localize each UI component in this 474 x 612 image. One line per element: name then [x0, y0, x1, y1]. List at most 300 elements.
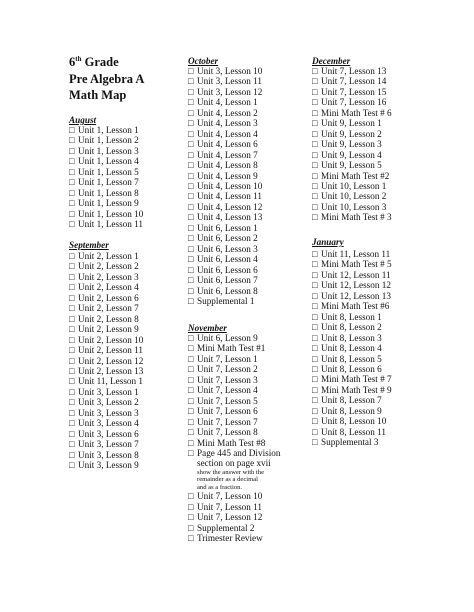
checkbox-icon[interactable]: □	[188, 180, 194, 191]
checkbox-icon[interactable]: □	[69, 428, 75, 439]
checklist-item	[188, 265, 262, 275]
checklist-item	[312, 406, 392, 416]
checklist-item	[188, 181, 262, 191]
checklist-item-label: Unit 4, Lesson 11	[197, 191, 262, 202]
checklist-item	[188, 396, 280, 406]
checkbox-icon[interactable]: □	[69, 345, 75, 356]
checklist-item	[312, 97, 392, 107]
checkbox-icon[interactable]: □	[69, 177, 75, 188]
checkbox-icon[interactable]: □	[69, 125, 75, 135]
checkbox-icon[interactable]: □	[312, 353, 318, 364]
checkbox-icon[interactable]: □	[312, 249, 318, 259]
checkbox-icon[interactable]: □	[188, 364, 194, 375]
checkbox-icon[interactable]: □	[312, 212, 318, 223]
checklist-item	[312, 87, 392, 97]
checklist-item	[188, 87, 262, 97]
month-heading-january: January	[312, 237, 344, 247]
checklist-item	[69, 167, 143, 177]
checklist-item	[312, 385, 392, 395]
checklist-item-label: Unit 7, Lesson 11	[197, 501, 262, 512]
checkbox-icon[interactable]: □	[188, 406, 194, 417]
checklist-item	[69, 366, 143, 376]
checkbox-icon[interactable]: □	[188, 264, 194, 275]
checklist-item-label: Unit 3, Lesson 9	[78, 460, 139, 471]
checklist-item-label: Unit 8, Lesson 10	[321, 416, 387, 427]
checklist-item-label: Unit 6, Lesson 9	[197, 333, 258, 343]
special-entry-text	[197, 448, 280, 491]
special-entry-note: remainder as a decimal	[197, 476, 258, 484]
checkbox-icon[interactable]: □	[312, 170, 318, 181]
checklist-item	[188, 533, 280, 543]
checkbox-icon[interactable]: □	[69, 208, 75, 219]
checklist-item	[312, 181, 392, 191]
checkbox-icon[interactable]: □	[69, 292, 75, 303]
checkbox-icon[interactable]: □	[69, 198, 75, 209]
checklist-item-label: Unit 7, Lesson 14	[321, 76, 387, 87]
checkbox-icon[interactable]: □	[188, 76, 194, 87]
checklist-item-label: Unit 4, Lesson 12	[197, 201, 263, 212]
checklist-item-label: Unit 3, Lesson 7	[78, 439, 139, 450]
special-entry-line: section on page xvii	[197, 458, 271, 469]
checkbox-icon[interactable]: □	[188, 254, 194, 265]
checklist-item	[69, 177, 143, 187]
checklist-item	[69, 156, 143, 166]
checklist-item	[188, 427, 280, 437]
checklist-item-label: Unit 8, Lesson 7	[321, 395, 382, 406]
checkbox-icon[interactable]: □	[188, 275, 194, 286]
checklist-item	[69, 209, 143, 219]
checkbox-icon[interactable]: □	[188, 501, 194, 512]
checkbox-icon[interactable]: □	[188, 222, 194, 233]
checklist-item-label: Unit 3, Lesson 6	[78, 428, 139, 439]
checklist-item	[312, 150, 392, 160]
checkbox-icon[interactable]: □	[312, 201, 318, 212]
checklist-item-label: Unit 7, Lesson 5	[197, 395, 258, 406]
checklist-item	[69, 251, 143, 261]
checklist-item	[312, 202, 392, 212]
checklist-item-label: Unit 2, Lesson 9	[78, 324, 139, 335]
checklist-item	[188, 406, 280, 416]
checklist-item	[69, 335, 143, 345]
checkbox-icon[interactable]: □	[188, 491, 194, 502]
checkbox-icon[interactable]: □	[312, 66, 318, 76]
checklist-item-label: Unit 8, Lesson 4	[321, 343, 382, 354]
special-entry-line: Page 445 and Division	[197, 447, 281, 458]
checklist-item	[188, 150, 262, 160]
checklist-item-label: Unit 9, Lesson 5	[321, 160, 382, 171]
checklist-item-label: Unit 7, Lesson 13	[321, 66, 387, 76]
checklist-item	[69, 282, 143, 292]
november-list	[188, 333, 280, 544]
checklist-item	[312, 118, 392, 128]
checklist-item-label: Mini Math Test # 7	[321, 374, 392, 385]
checkbox-icon[interactable]: □	[69, 166, 75, 177]
checklist-item-label: Unit 7, Lesson 6	[197, 406, 258, 417]
checklist-item-label: Unit 3, Lesson 10	[197, 66, 263, 76]
checklist-item	[188, 244, 262, 254]
checklist-item	[69, 429, 143, 439]
checkbox-icon[interactable]: □	[312, 384, 318, 395]
checklist-item-label: Unit 10, Lesson 1	[321, 180, 387, 191]
checklist-item-label: Mini Math Test # 9	[321, 384, 392, 395]
checklist-item-label: Mini Math Test # 5	[321, 259, 392, 270]
checkbox-icon[interactable]: □	[69, 271, 75, 282]
checkbox-icon[interactable]: □	[312, 149, 318, 160]
checkbox-icon[interactable]: □	[312, 405, 318, 416]
checklist-item-label: Unit 3, Lesson 1	[78, 386, 139, 397]
checklist-item	[69, 324, 143, 334]
checklist-item-label: Unit 8, Lesson 1	[321, 311, 382, 322]
checkbox-icon[interactable]: □	[312, 332, 318, 343]
checklist-item-label: Unit 7, Lesson 1	[197, 353, 258, 364]
checklist-item	[69, 293, 143, 303]
checklist-item-label: Unit 8, Lesson 9	[321, 405, 382, 416]
checklist-item	[312, 160, 392, 170]
checkbox-icon[interactable]: □	[69, 187, 75, 198]
checkbox-icon[interactable]: □	[69, 449, 75, 460]
checklist-item	[312, 301, 392, 311]
checkbox-icon[interactable]: □	[188, 395, 194, 406]
checklist-item-label: Unit 2, Lesson 3	[78, 271, 139, 282]
checkbox-icon[interactable]: □	[312, 395, 318, 406]
checklist-item-label: Unit 2, Lesson 6	[78, 292, 139, 303]
checkbox-icon[interactable]: □	[188, 118, 194, 129]
checklist-item	[312, 343, 392, 353]
grade-number: 6	[69, 55, 76, 69]
checklist-item-label: Mini Math Test # 3	[321, 212, 392, 223]
checklist-item-label: Unit 7, Lesson 15	[321, 86, 387, 97]
checklist-item-label: Unit 7, Lesson 4	[197, 385, 258, 396]
checklist-item-label: Unit 2, Lesson 11	[78, 345, 143, 356]
checklist-item	[69, 376, 143, 386]
checklist-item-label: Unit 2, Lesson 1	[78, 251, 139, 261]
checkbox-icon[interactable]: □	[69, 282, 75, 293]
checklist-item-label: Unit 1, Lesson 2	[78, 135, 139, 146]
checkbox-icon[interactable]: □	[312, 363, 318, 374]
checklist-item	[312, 416, 392, 426]
checklist-item-label: Unit 8, Lesson 11	[321, 426, 386, 437]
checklist-item-label: Unit 9, Lesson 4	[321, 149, 382, 160]
checklist-item-label: Unit 1, Lesson 9	[78, 198, 139, 209]
checklist-item-label: Unit 2, Lesson 8	[78, 313, 139, 324]
checkbox-icon[interactable]: □	[188, 416, 194, 427]
checklist-item	[188, 286, 262, 296]
checkbox-icon[interactable]: □	[188, 285, 194, 296]
checklist-item	[188, 354, 280, 364]
checklist-item-label: Unit 4, Lesson 9	[197, 170, 258, 181]
checklist-item-label: Mini Math Test #2	[321, 170, 390, 181]
checklist-item	[312, 76, 392, 86]
checklist-item-label: Unit 11, Lesson 1	[78, 376, 143, 387]
checkbox-icon[interactable]: □	[188, 66, 194, 76]
checklist-item-label: Unit 1, Lesson 4	[78, 156, 139, 167]
checklist-item-label: Unit 3, Lesson 12	[197, 86, 263, 97]
checkbox-icon[interactable]: □	[188, 191, 194, 202]
checkbox-icon[interactable]: □	[312, 118, 318, 129]
checklist-item	[188, 502, 280, 512]
checkbox-icon[interactable]: □	[188, 295, 194, 306]
checkbox-icon[interactable]: □	[69, 376, 75, 387]
checklist-item	[188, 417, 280, 427]
checklist-item	[188, 97, 262, 107]
checkbox-icon[interactable]: □	[188, 427, 194, 438]
checkbox-icon[interactable]: □	[188, 353, 194, 364]
checklist-item	[312, 374, 392, 384]
checklist-item-label: Unit 2, Lesson 7	[78, 303, 139, 314]
checklist-item-label: Unit 2, Lesson 10	[78, 334, 144, 345]
checklist-item	[312, 354, 392, 364]
checkbox-icon[interactable]: □	[188, 512, 194, 523]
checklist-item-special	[188, 448, 280, 491]
checkbox-icon[interactable]: □	[188, 170, 194, 181]
checkbox-icon[interactable]: □	[312, 191, 318, 202]
checklist-item-label: Unit 1, Lesson 5	[78, 166, 139, 177]
checkbox-icon[interactable]: □	[69, 303, 75, 314]
checklist-item	[188, 296, 262, 306]
checklist-item	[69, 219, 143, 229]
checklist-item	[69, 146, 143, 156]
checklist-item-label: Unit 8, Lesson 5	[321, 353, 382, 364]
checkbox-icon[interactable]: □	[188, 374, 194, 385]
checkbox-icon[interactable]: □	[69, 334, 75, 345]
checkbox-icon[interactable]: □	[312, 139, 318, 150]
checkbox-icon[interactable]: □	[188, 212, 194, 223]
checkbox-icon[interactable]: □	[188, 149, 194, 160]
checklist-item-label: Unit 3, Lesson 4	[78, 418, 139, 429]
checklist-item	[69, 135, 143, 145]
checkbox-icon[interactable]: □	[312, 107, 318, 118]
checklist-item	[312, 364, 392, 374]
checklist-item-label: Unit 6, Lesson 8	[197, 285, 258, 296]
month-heading-august: August	[69, 115, 97, 125]
checklist-item-label: Unit 1, Lesson 10	[78, 208, 144, 219]
checklist-item	[188, 385, 280, 395]
checklist-item	[188, 76, 262, 86]
checklist-item-label: Unit 7, Lesson 10	[197, 491, 263, 502]
checklist-item	[188, 160, 262, 170]
checklist-item	[188, 129, 262, 139]
checkbox-icon[interactable]: □	[69, 145, 75, 156]
checklist-item	[188, 254, 262, 264]
checklist-item-label: Unit 9, Lesson 3	[321, 139, 382, 150]
checklist-item-label: Unit 7, Lesson 12	[197, 512, 263, 523]
title-line-3: Math Map	[69, 88, 127, 102]
checkbox-icon[interactable]: □	[312, 259, 318, 270]
checklist-item	[188, 139, 262, 149]
checklist-item-label: Unit 4, Lesson 10	[197, 180, 263, 191]
checkbox-icon[interactable]: □	[312, 426, 318, 437]
checklist-item	[312, 291, 392, 301]
checklist-item-label: Unit 8, Lesson 2	[321, 322, 382, 333]
checkbox-icon[interactable]: □	[312, 301, 318, 312]
checklist-item-label: Unit 3, Lesson 3	[78, 407, 139, 418]
checkbox-icon[interactable]: □	[188, 107, 194, 118]
checklist-item	[188, 364, 280, 374]
checklist-item-label: Mini Math Test #8	[197, 437, 266, 448]
checklist-item	[312, 333, 392, 343]
checklist-item	[188, 66, 262, 76]
checklist-item	[188, 333, 280, 343]
checkbox-icon[interactable]: □	[188, 128, 194, 139]
december-list	[312, 66, 392, 223]
checklist-item-label: Unit 12, Lesson 12	[321, 280, 391, 291]
checklist-item-label: Unit 4, Lesson 7	[197, 149, 258, 160]
checklist-item-label: Unit 4, Lesson 6	[197, 139, 258, 150]
checkbox-icon[interactable]: □	[312, 269, 318, 280]
checkbox-icon[interactable]: □	[69, 407, 75, 418]
checklist-item	[188, 438, 280, 448]
checklist-item-label: Unit 6, Lesson 4	[197, 254, 258, 265]
month-heading-december: December	[312, 56, 351, 66]
checkbox-icon[interactable]: □	[69, 418, 75, 429]
checkbox-icon[interactable]: □	[312, 160, 318, 171]
checklist-item	[312, 437, 392, 447]
checklist-item	[69, 418, 143, 428]
checklist-item-label: Unit 12, Lesson 11	[321, 269, 391, 280]
checkbox-icon[interactable]: □	[69, 313, 75, 324]
checkbox-icon[interactable]: □	[312, 86, 318, 97]
checklist-item-label: Mini Math Test # 6	[321, 107, 392, 118]
checklist-item	[312, 270, 392, 280]
checkbox-icon[interactable]: □	[69, 355, 75, 366]
checkbox-icon[interactable]: □	[188, 233, 194, 244]
checklist-item	[188, 343, 280, 353]
checkbox-icon[interactable]: □	[69, 324, 75, 335]
checkbox-icon[interactable]: □	[69, 251, 75, 261]
checkbox-icon[interactable]: □	[69, 365, 75, 376]
checkbox-icon[interactable]: □	[188, 160, 194, 171]
checkbox-icon[interactable]: □	[312, 76, 318, 87]
checklist-item-label: Unit 7, Lesson 16	[321, 97, 387, 108]
checkbox-icon[interactable]: □	[69, 460, 75, 471]
checkbox-icon[interactable]: □	[312, 416, 318, 427]
checklist-item-label: Unit 4, Lesson 3	[197, 118, 258, 129]
checkbox-icon[interactable]: □	[312, 322, 318, 333]
checklist-item	[188, 118, 262, 128]
checklist-item-label: Unit 2, Lesson 12	[78, 355, 144, 366]
checkbox-icon[interactable]: □	[312, 374, 318, 385]
january-list	[312, 249, 392, 448]
checklist-item	[312, 191, 392, 201]
checklist-item-label: Unit 10, Lesson 3	[321, 201, 387, 212]
checkbox-icon[interactable]: □	[312, 311, 318, 322]
checklist-item	[188, 512, 280, 522]
checklist-item	[69, 460, 143, 470]
checklist-item-label: Trimester Review	[197, 533, 263, 544]
checkbox-icon[interactable]: □	[188, 201, 194, 212]
checklist-item	[312, 171, 392, 181]
checkbox-icon[interactable]: □	[69, 439, 75, 450]
month-heading-october: October	[188, 56, 219, 66]
checkbox-icon[interactable]: □	[312, 180, 318, 191]
september-list	[69, 251, 143, 471]
checklist-item-label: Unit 1, Lesson 8	[78, 187, 139, 198]
checklist-item-label: Unit 9, Lesson 2	[321, 128, 382, 139]
checklist-item-label: Unit 7, Lesson 7	[197, 416, 258, 427]
checklist-item-label: Unit 3, Lesson 11	[197, 76, 262, 87]
checkbox-icon[interactable]: □	[312, 97, 318, 108]
checkbox-icon[interactable]: □	[69, 135, 75, 146]
checkbox-icon[interactable]: □	[312, 280, 318, 291]
checklist-item	[188, 375, 280, 385]
checklist-item-label: Unit 1, Lesson 11	[78, 219, 143, 230]
checklist-item-label: Unit 2, Lesson 13	[78, 365, 144, 376]
checkbox-icon[interactable]: □	[188, 447, 194, 458]
checkbox-icon[interactable]: □	[69, 261, 75, 272]
checklist-item-label: Unit 4, Lesson 4	[197, 128, 258, 139]
checklist-item	[188, 275, 262, 285]
checklist-item-label: Unit 1, Lesson 1	[78, 125, 139, 135]
checklist-item	[69, 261, 143, 271]
checklist-item	[188, 202, 262, 212]
checklist-item	[312, 249, 392, 259]
title-line-2: Pre Algebra A	[69, 71, 145, 86]
checklist-item	[188, 223, 262, 233]
checkbox-icon[interactable]: □	[188, 333, 194, 343]
checklist-item-label: Unit 7, Lesson 3	[197, 374, 258, 385]
checklist-item	[188, 523, 280, 533]
checklist-item	[312, 280, 392, 290]
checklist-item-label: Unit 1, Lesson 3	[78, 145, 139, 156]
checkbox-icon[interactable]: □	[188, 243, 194, 254]
checkbox-icon[interactable]: □	[69, 156, 75, 167]
checklist-item-label: Unit 8, Lesson 6	[321, 363, 382, 374]
checklist-item	[312, 427, 392, 437]
checklist-item-label: Unit 4, Lesson 8	[197, 160, 258, 171]
checklist-item	[312, 129, 392, 139]
checklist-item	[69, 198, 143, 208]
checkbox-icon[interactable]: □	[312, 343, 318, 354]
checklist-item	[69, 314, 143, 324]
checkbox-icon[interactable]: □	[188, 437, 194, 448]
checkbox-icon[interactable]: □	[69, 386, 75, 397]
checkbox-icon[interactable]: □	[188, 97, 194, 108]
checklist-item-label: Unit 6, Lesson 1	[197, 222, 258, 233]
checkbox-icon[interactable]: □	[188, 139, 194, 150]
checklist-item	[188, 233, 262, 243]
checklist-item	[312, 66, 392, 76]
checklist-item	[312, 259, 392, 269]
checkbox-icon[interactable]: □	[188, 343, 194, 354]
checkbox-icon[interactable]: □	[188, 522, 194, 533]
checklist-item-label: Supplemental 2	[197, 522, 255, 533]
checklist-item-label: Unit 7, Lesson 2	[197, 364, 258, 375]
grade-word: Grade	[84, 55, 119, 69]
checklist-item	[69, 397, 143, 407]
checkbox-icon[interactable]: □	[69, 397, 75, 408]
checklist-item	[69, 439, 143, 449]
checkbox-icon[interactable]: □	[188, 86, 194, 97]
checkbox-icon[interactable]: □	[69, 219, 75, 230]
checklist-item-label: Unit 2, Lesson 4	[78, 282, 139, 293]
october-list	[188, 66, 262, 306]
checklist-item-label: Unit 4, Lesson 13	[197, 212, 263, 223]
grade-suffix: th	[75, 54, 82, 63]
checkbox-icon[interactable]: □	[312, 290, 318, 301]
checklist-item-label: Supplemental 3	[321, 437, 379, 448]
checklist-item-label: Mini Math Test #1	[197, 343, 266, 354]
checklist-item	[188, 491, 280, 501]
checkbox-icon[interactable]: □	[312, 437, 318, 448]
august-list	[69, 125, 143, 230]
checklist-item-label: Unit 3, Lesson 8	[78, 449, 139, 460]
checkbox-icon[interactable]: □	[188, 385, 194, 396]
checklist-item-label: Unit 6, Lesson 6	[197, 264, 258, 275]
checkbox-icon[interactable]: □	[312, 128, 318, 139]
checklist-item-label: Unit 12, Lesson 13	[321, 290, 391, 301]
checklist-item	[69, 450, 143, 460]
checkbox-icon[interactable]: □	[188, 533, 194, 544]
